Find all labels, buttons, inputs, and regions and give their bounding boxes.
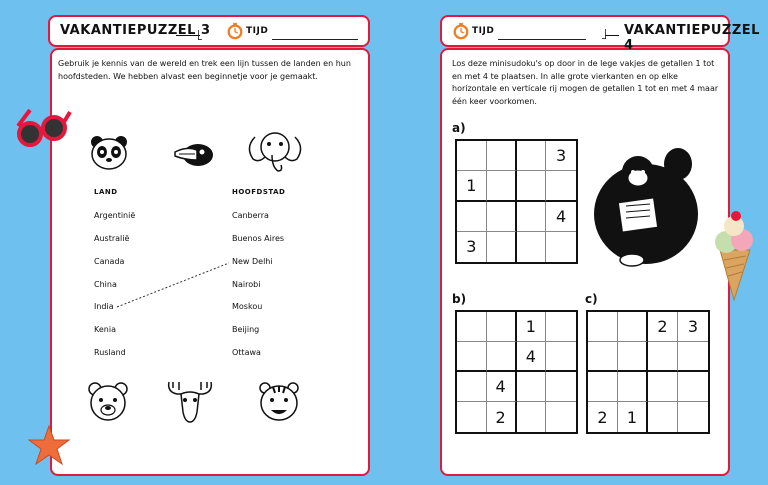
sudoku-cell[interactable] bbox=[618, 342, 648, 372]
country-item[interactable]: China bbox=[94, 280, 117, 289]
sudoku-cell[interactable] bbox=[618, 312, 648, 342]
sudoku-cell[interactable]: 2 bbox=[648, 312, 678, 342]
sudoku-cell[interactable] bbox=[487, 232, 517, 262]
tiger-icon bbox=[257, 380, 301, 424]
country-item[interactable]: Canada bbox=[94, 257, 125, 266]
sudoku-cell[interactable] bbox=[546, 171, 576, 201]
sudoku-cell[interactable] bbox=[517, 402, 547, 432]
sudoku-cell[interactable] bbox=[517, 372, 547, 402]
puzzle-label-a: a) bbox=[452, 121, 466, 135]
sudoku-cell[interactable]: 4 bbox=[487, 372, 517, 402]
sudoku-cell[interactable] bbox=[517, 171, 547, 201]
sudoku-cell[interactable]: 1 bbox=[517, 312, 547, 342]
tijd-input-line[interactable] bbox=[498, 39, 586, 40]
left-title: VAKANTIEPUZZEL 3 bbox=[60, 23, 211, 38]
country-item[interactable]: Rusland bbox=[94, 348, 126, 357]
sunglasses-icon bbox=[16, 108, 72, 152]
sudoku-cell[interactable]: 4 bbox=[546, 202, 576, 232]
tijd-label: TIJD bbox=[246, 26, 269, 36]
sudoku-cell[interactable] bbox=[457, 402, 487, 432]
country-item[interactable]: India bbox=[94, 302, 114, 311]
sudoku-cell[interactable] bbox=[457, 141, 487, 171]
capital-item[interactable]: Beijing bbox=[232, 325, 260, 334]
country-item[interactable]: Kenia bbox=[94, 325, 116, 334]
sudoku-cell[interactable]: 3 bbox=[678, 312, 708, 342]
sudoku-cell[interactable] bbox=[546, 342, 576, 372]
sudoku-cell[interactable]: 1 bbox=[618, 402, 648, 432]
right-instructions: Los deze minisudoku's op door in de lege vakjes de getallen 1 tot en met 4 te plaatsen. In alle grote vierkanten en op elke horizontale en verticale rij mogen de getallen 1 tot en met 4 maar één keer voorkomen. bbox=[452, 59, 719, 106]
arrow-head-icon bbox=[598, 29, 606, 39]
sudoku-cell[interactable] bbox=[487, 312, 517, 342]
gorilla-icon bbox=[588, 142, 706, 270]
sudoku-cell[interactable] bbox=[517, 202, 547, 232]
sudoku-cell[interactable] bbox=[648, 342, 678, 372]
sudoku-cell[interactable]: 3 bbox=[457, 232, 487, 262]
column-hoofdstad: HOOFDSTAD bbox=[232, 188, 286, 196]
puzzle-label-c: c) bbox=[585, 292, 598, 306]
sudoku-cell[interactable] bbox=[457, 342, 487, 372]
capital-item[interactable]: Canberra bbox=[232, 211, 269, 220]
sudoku-cell[interactable]: 2 bbox=[588, 402, 618, 432]
capital-item[interactable]: Moskou bbox=[232, 302, 263, 311]
sudoku-cell[interactable] bbox=[517, 232, 547, 262]
sudoku-cell[interactable] bbox=[487, 202, 517, 232]
sudoku-grid-b bbox=[455, 310, 578, 434]
sudoku-cell[interactable]: 3 bbox=[546, 141, 576, 171]
sudoku-cell[interactable] bbox=[487, 342, 517, 372]
right-title: VAKANTIEPUZZEL 4 bbox=[624, 23, 760, 53]
clock-icon bbox=[452, 22, 470, 40]
sudoku-cell[interactable] bbox=[457, 372, 487, 402]
arrow-left-icon bbox=[605, 35, 619, 36]
sudoku-cell[interactable] bbox=[457, 202, 487, 232]
bear-icon bbox=[86, 380, 130, 424]
sudoku-cell[interactable]: 4 bbox=[517, 342, 547, 372]
sudoku-grid-a bbox=[455, 139, 578, 264]
sudoku-cell[interactable] bbox=[546, 402, 576, 432]
sudoku-cell[interactable] bbox=[588, 372, 618, 402]
sudoku-cell[interactable] bbox=[588, 312, 618, 342]
sudoku-cell[interactable] bbox=[546, 232, 576, 262]
sudoku-cell[interactable] bbox=[457, 312, 487, 342]
capital-item[interactable]: New Delhi bbox=[232, 257, 273, 266]
country-item[interactable]: Australië bbox=[94, 234, 130, 243]
right-header bbox=[440, 15, 760, 53]
sudoku-cell[interactable] bbox=[487, 171, 517, 201]
starfish-icon bbox=[27, 424, 71, 468]
sudoku-cell[interactable] bbox=[678, 402, 708, 432]
sudoku-cell[interactable]: 2 bbox=[487, 402, 517, 432]
sudoku-cell[interactable] bbox=[546, 372, 576, 402]
sudoku-cell[interactable] bbox=[487, 141, 517, 171]
moose-icon bbox=[165, 378, 215, 424]
sudoku-cell[interactable] bbox=[618, 372, 648, 402]
sudoku-cell[interactable] bbox=[678, 372, 708, 402]
puzzle-label-b: b) bbox=[452, 292, 467, 306]
sudoku-cell[interactable] bbox=[648, 402, 678, 432]
tijd-label: TIJD bbox=[472, 26, 495, 36]
sudoku-cell[interactable] bbox=[517, 141, 547, 171]
sudoku-grid-c bbox=[586, 310, 710, 434]
sudoku-cell[interactable] bbox=[546, 312, 576, 342]
sudoku-cell[interactable]: 1 bbox=[457, 171, 487, 201]
sudoku-cell[interactable] bbox=[648, 372, 678, 402]
capital-item[interactable]: Ottawa bbox=[232, 348, 261, 357]
sudoku-cell[interactable] bbox=[588, 342, 618, 372]
capital-item[interactable]: Buenos Aires bbox=[232, 234, 285, 243]
capital-item[interactable]: Nairobi bbox=[232, 280, 261, 289]
sudoku-cell[interactable] bbox=[678, 342, 708, 372]
column-land: LAND bbox=[94, 188, 118, 196]
left-instructions: Gebruik je kennis van de wereld en trek een lijn tussen de landen en hun hoofdsteden. We hebben alvast een beginnetje voor je gemaakt. bbox=[58, 59, 351, 81]
ice-cream-icon bbox=[712, 210, 756, 302]
country-item[interactable]: Argentinië bbox=[94, 211, 136, 220]
